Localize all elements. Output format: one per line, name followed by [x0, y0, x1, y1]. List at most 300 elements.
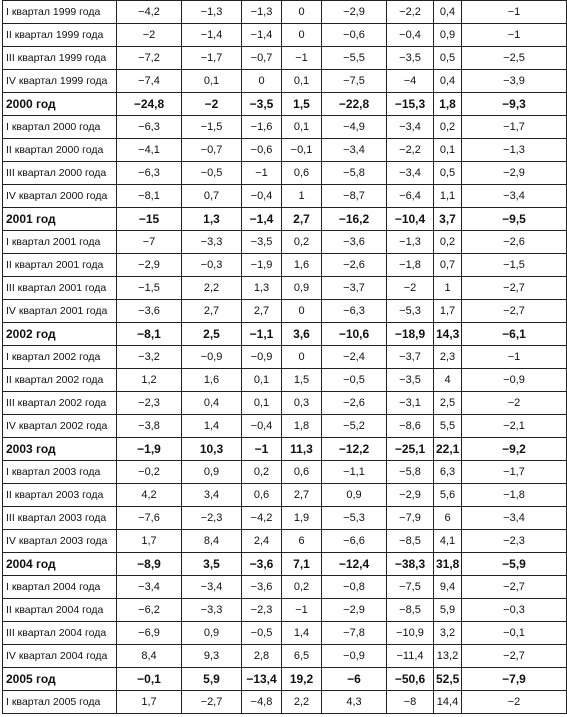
period-label: I квартал 2000 года — [3, 116, 117, 139]
value-cell: −9,2 — [462, 438, 567, 461]
value-cell: −0,5 — [242, 622, 282, 645]
period-label: II квартал 1999 года — [3, 24, 117, 47]
value-cell: −6,3 — [117, 162, 182, 185]
value-cell: −2 — [182, 93, 242, 116]
value-cell: 0,2 — [242, 461, 282, 484]
value-cell: 3,6 — [282, 323, 322, 346]
value-cell: 0,4 — [434, 70, 462, 93]
value-cell: 0,5 — [434, 47, 462, 70]
table-row — [3, 116, 567, 139]
value-cell: 52,5 — [434, 668, 462, 691]
value-cell: −2,9 — [462, 162, 567, 185]
value-cell: −1,4 — [242, 208, 282, 231]
value-cell: −1,5 — [182, 116, 242, 139]
value-cell: −6,6 — [322, 530, 387, 553]
table-row — [3, 277, 567, 300]
value-cell: −6,3 — [117, 116, 182, 139]
value-cell: −7,9 — [462, 668, 567, 691]
period-label: III квартал 2002 года — [3, 392, 117, 415]
value-cell: 2,2 — [182, 277, 242, 300]
value-cell: −2 — [462, 691, 567, 714]
value-cell: −3,8 — [117, 415, 182, 438]
period-label: III квартал 1999 года — [3, 47, 117, 70]
value-cell: −0,9 — [182, 346, 242, 369]
value-cell: −1 — [462, 346, 567, 369]
value-cell: −3,6 — [117, 300, 182, 323]
value-cell: 2,5 — [182, 323, 242, 346]
period-label: 2004 год — [3, 553, 117, 576]
period-label: IV квартал 2003 года — [3, 530, 117, 553]
value-cell: 1,8 — [282, 415, 322, 438]
value-cell: 2,2 — [282, 691, 322, 714]
value-cell: −3,4 — [322, 139, 387, 162]
value-cell: −7,8 — [322, 622, 387, 645]
value-cell: 1,7 — [434, 300, 462, 323]
value-cell: −3,5 — [242, 93, 282, 116]
value-cell: −3,1 — [387, 392, 434, 415]
value-cell: −2,9 — [322, 1, 387, 24]
value-cell: −6,4 — [387, 185, 434, 208]
period-label: IV квартал 2002 года — [3, 415, 117, 438]
value-cell: −15,3 — [387, 93, 434, 116]
value-cell: 0 — [282, 346, 322, 369]
period-label: 2001 год — [3, 208, 117, 231]
value-cell: −4 — [387, 70, 434, 93]
value-cell: −3,3 — [182, 599, 242, 622]
value-cell: 1 — [434, 277, 462, 300]
value-cell: 0,1 — [182, 70, 242, 93]
value-cell: −1,1 — [322, 461, 387, 484]
value-cell: 1,6 — [282, 254, 322, 277]
value-cell: −7,9 — [387, 507, 434, 530]
value-cell: 0,1 — [242, 369, 282, 392]
table-row — [3, 70, 567, 93]
value-cell: −2,7 — [462, 645, 567, 668]
table-row — [3, 530, 567, 553]
value-cell: 1,8 — [434, 93, 462, 116]
value-cell: −3,4 — [462, 185, 567, 208]
value-cell: −0,6 — [322, 24, 387, 47]
value-cell: −10,4 — [387, 208, 434, 231]
table-row — [3, 461, 567, 484]
value-cell: 0,9 — [182, 622, 242, 645]
value-cell: −0,4 — [387, 24, 434, 47]
value-cell: 0,4 — [182, 392, 242, 415]
value-cell: −22,8 — [322, 93, 387, 116]
value-cell: −1,5 — [117, 277, 182, 300]
value-cell: 22,1 — [434, 438, 462, 461]
value-cell: 1 — [282, 185, 322, 208]
value-cell: 4,2 — [117, 484, 182, 507]
value-cell: 1,7 — [117, 530, 182, 553]
value-cell: 2,7 — [242, 300, 282, 323]
value-cell: −1 — [242, 438, 282, 461]
value-cell: −1,5 — [462, 254, 567, 277]
value-cell: 2,5 — [434, 392, 462, 415]
value-cell: −3,5 — [242, 231, 282, 254]
value-cell: 0,6 — [282, 162, 322, 185]
value-cell: −11,4 — [387, 645, 434, 668]
value-cell: 1,3 — [182, 208, 242, 231]
value-cell: 3,2 — [434, 622, 462, 645]
value-cell: −1,9 — [117, 438, 182, 461]
table-row — [3, 346, 567, 369]
value-cell: −3,6 — [322, 231, 387, 254]
table-row — [3, 254, 567, 277]
period-label: III квартал 2000 года — [3, 162, 117, 185]
table-row — [3, 392, 567, 415]
table-row — [3, 162, 567, 185]
value-cell: −0,1 — [282, 139, 322, 162]
value-cell: −4,2 — [117, 1, 182, 24]
table-row — [3, 576, 567, 599]
value-cell: 7,1 — [282, 553, 322, 576]
period-label: II квартал 2001 года — [3, 254, 117, 277]
period-label: 2003 год — [3, 438, 117, 461]
period-label: III квартал 2001 года — [3, 277, 117, 300]
value-cell: −0,4 — [242, 185, 282, 208]
value-cell: −7 — [117, 231, 182, 254]
value-cell: −1,3 — [462, 139, 567, 162]
value-cell: 0,1 — [282, 70, 322, 93]
value-cell: −1,3 — [182, 1, 242, 24]
value-cell: −3,4 — [387, 116, 434, 139]
value-cell: −0,1 — [117, 668, 182, 691]
value-cell: −6,2 — [117, 599, 182, 622]
value-cell: −38,3 — [387, 553, 434, 576]
value-cell: −25,1 — [387, 438, 434, 461]
value-cell: −0,2 — [117, 461, 182, 484]
value-cell: −2 — [117, 24, 182, 47]
year-total-row — [3, 323, 567, 346]
value-cell: −7,5 — [322, 70, 387, 93]
value-cell: −3,7 — [387, 346, 434, 369]
value-cell: −6 — [322, 668, 387, 691]
value-cell: −2,7 — [462, 277, 567, 300]
table-body — [3, 1, 567, 714]
value-cell: 0 — [242, 70, 282, 93]
table-row — [3, 1, 567, 24]
value-cell: 5,5 — [434, 415, 462, 438]
value-cell: −7,2 — [117, 47, 182, 70]
value-cell: 3,4 — [182, 484, 242, 507]
table-row — [3, 369, 567, 392]
value-cell: 6,3 — [434, 461, 462, 484]
value-cell: −1,4 — [182, 24, 242, 47]
value-cell: −2,6 — [462, 231, 567, 254]
value-cell: −1 — [282, 47, 322, 70]
value-cell: −3,6 — [242, 553, 282, 576]
value-cell: 0,2 — [434, 116, 462, 139]
period-label: IV квартал 2004 года — [3, 645, 117, 668]
value-cell: −2,2 — [387, 1, 434, 24]
value-cell: −2,9 — [117, 254, 182, 277]
value-cell: −7,5 — [387, 576, 434, 599]
table-row — [3, 691, 567, 714]
value-cell: −2,3 — [182, 507, 242, 530]
value-cell: −5,8 — [387, 461, 434, 484]
value-cell: 9,4 — [434, 576, 462, 599]
value-cell: −0,9 — [242, 346, 282, 369]
value-cell: −13,4 — [242, 668, 282, 691]
value-cell: −2,9 — [387, 484, 434, 507]
period-label: IV квартал 2001 года — [3, 300, 117, 323]
value-cell: −8,7 — [322, 185, 387, 208]
table-row — [3, 599, 567, 622]
period-label: 2005 год — [3, 668, 117, 691]
value-cell: −8,5 — [387, 530, 434, 553]
value-cell: −2,5 — [462, 47, 567, 70]
value-cell: −1,9 — [242, 254, 282, 277]
value-cell: −2,3 — [242, 599, 282, 622]
value-cell: 5,9 — [182, 668, 242, 691]
table-row — [3, 484, 567, 507]
value-cell: −0,1 — [462, 622, 567, 645]
period-label: I квартал 2005 года — [3, 691, 117, 714]
value-cell: −50,6 — [387, 668, 434, 691]
value-cell: −8,5 — [387, 599, 434, 622]
table-row — [3, 645, 567, 668]
value-cell: −2,3 — [117, 392, 182, 415]
value-cell: −0,8 — [322, 576, 387, 599]
value-cell: −3,2 — [117, 346, 182, 369]
period-label: III квартал 2003 года — [3, 507, 117, 530]
value-cell: −2,9 — [322, 599, 387, 622]
value-cell: −3,6 — [242, 576, 282, 599]
value-cell: −10,9 — [387, 622, 434, 645]
value-cell: 2,8 — [242, 645, 282, 668]
year-total-row — [3, 438, 567, 461]
value-cell: 0,9 — [282, 277, 322, 300]
year-total-row — [3, 93, 567, 116]
value-cell: 1,3 — [242, 277, 282, 300]
value-cell: 1,4 — [182, 415, 242, 438]
value-cell: 9,3 — [182, 645, 242, 668]
value-cell: 3,7 — [434, 208, 462, 231]
value-cell: −6,3 — [322, 300, 387, 323]
value-cell: 0,5 — [434, 162, 462, 185]
table-row — [3, 300, 567, 323]
value-cell: 1,5 — [282, 369, 322, 392]
value-cell: −0,6 — [242, 139, 282, 162]
table-row — [3, 507, 567, 530]
value-cell: −0,3 — [462, 599, 567, 622]
value-cell: −3,4 — [387, 162, 434, 185]
period-label: II квартал 2003 года — [3, 484, 117, 507]
value-cell: −3,3 — [182, 231, 242, 254]
value-cell: 1,9 — [282, 507, 322, 530]
value-cell: 4 — [434, 369, 462, 392]
value-cell: 3,5 — [182, 553, 242, 576]
value-cell: −4,2 — [242, 507, 282, 530]
value-cell: −2,6 — [322, 254, 387, 277]
value-cell: −2,7 — [182, 691, 242, 714]
value-cell: −5,9 — [462, 553, 567, 576]
value-cell: −24,8 — [117, 93, 182, 116]
period-label: I квартал 1999 года — [3, 1, 117, 24]
value-cell: 2,7 — [282, 484, 322, 507]
value-cell: −2,6 — [322, 392, 387, 415]
period-label: I квартал 2004 года — [3, 576, 117, 599]
period-label: IV квартал 1999 года — [3, 70, 117, 93]
table-row — [3, 622, 567, 645]
value-cell: 13,2 — [434, 645, 462, 668]
value-cell: 6 — [434, 507, 462, 530]
value-cell: 10,3 — [182, 438, 242, 461]
value-cell: 1,6 — [182, 369, 242, 392]
value-cell: 14,3 — [434, 323, 462, 346]
value-cell: 0 — [282, 1, 322, 24]
value-cell: 0,4 — [434, 1, 462, 24]
value-cell: 0,7 — [182, 185, 242, 208]
value-cell: −0,7 — [182, 139, 242, 162]
value-cell: −2,7 — [462, 576, 567, 599]
value-cell: −7,4 — [117, 70, 182, 93]
value-cell: −2,3 — [462, 530, 567, 553]
statistics-table — [2, 0, 567, 714]
value-cell: 6 — [282, 530, 322, 553]
value-cell: −1,7 — [182, 47, 242, 70]
value-cell: −4,9 — [322, 116, 387, 139]
value-cell: −8 — [387, 691, 434, 714]
value-cell: 5,6 — [434, 484, 462, 507]
value-cell: −0,5 — [182, 162, 242, 185]
value-cell: −6,9 — [117, 622, 182, 645]
value-cell: 1,7 — [117, 691, 182, 714]
table-row — [3, 185, 567, 208]
value-cell: −12,4 — [322, 553, 387, 576]
value-cell: −1 — [462, 24, 567, 47]
value-cell: −0,3 — [182, 254, 242, 277]
value-cell: 2,7 — [182, 300, 242, 323]
table-row — [3, 415, 567, 438]
period-label: II квартал 2002 года — [3, 369, 117, 392]
value-cell: −1 — [462, 1, 567, 24]
table-row — [3, 47, 567, 70]
value-cell: −3,9 — [462, 70, 567, 93]
value-cell: 0 — [282, 24, 322, 47]
value-cell: −3,4 — [117, 576, 182, 599]
value-cell: 0,7 — [434, 254, 462, 277]
value-cell: 0,6 — [242, 484, 282, 507]
value-cell: 1,2 — [117, 369, 182, 392]
value-cell: −1,4 — [242, 24, 282, 47]
table-row — [3, 231, 567, 254]
value-cell: −5,8 — [322, 162, 387, 185]
value-cell: 0,2 — [282, 576, 322, 599]
value-cell: −1,6 — [242, 116, 282, 139]
period-label: III квартал 2004 года — [3, 622, 117, 645]
year-total-row — [3, 208, 567, 231]
value-cell: −5,2 — [322, 415, 387, 438]
value-cell: −2,7 — [462, 300, 567, 323]
period-label: 2002 год — [3, 323, 117, 346]
value-cell: −1,3 — [242, 1, 282, 24]
value-cell: 4,3 — [322, 691, 387, 714]
table-row — [3, 24, 567, 47]
value-cell: −5,3 — [387, 300, 434, 323]
value-cell: −18,9 — [387, 323, 434, 346]
value-cell: 0 — [282, 300, 322, 323]
value-cell: 19,2 — [282, 668, 322, 691]
value-cell: 14,4 — [434, 691, 462, 714]
period-label: II квартал 2000 года — [3, 139, 117, 162]
value-cell: −1,8 — [387, 254, 434, 277]
period-label: I квартал 2001 года — [3, 231, 117, 254]
period-label: II квартал 2004 года — [3, 599, 117, 622]
value-cell: 6,5 — [282, 645, 322, 668]
value-cell: 5,9 — [434, 599, 462, 622]
value-cell: −0,4 — [242, 415, 282, 438]
value-cell: −0,9 — [322, 645, 387, 668]
table-row — [3, 139, 567, 162]
value-cell: −4,1 — [117, 139, 182, 162]
period-label: IV квартал 2000 года — [3, 185, 117, 208]
value-cell: −1,3 — [387, 231, 434, 254]
value-cell: −8,9 — [117, 553, 182, 576]
value-cell: −0,9 — [462, 369, 567, 392]
period-label: I квартал 2002 года — [3, 346, 117, 369]
value-cell: −1,8 — [462, 484, 567, 507]
value-cell: −1,1 — [242, 323, 282, 346]
period-label: I квартал 2003 года — [3, 461, 117, 484]
value-cell: 0,9 — [182, 461, 242, 484]
value-cell: −8,1 — [117, 323, 182, 346]
value-cell: −2 — [387, 277, 434, 300]
value-cell: −3,5 — [387, 369, 434, 392]
value-cell: −15 — [117, 208, 182, 231]
year-total-row — [3, 553, 567, 576]
value-cell: −5,3 — [322, 507, 387, 530]
value-cell: −1,7 — [462, 461, 567, 484]
value-cell: −2,2 — [387, 139, 434, 162]
value-cell: 0,1 — [434, 139, 462, 162]
value-cell: 0,1 — [282, 116, 322, 139]
value-cell: 1,5 — [282, 93, 322, 116]
value-cell: −8,6 — [387, 415, 434, 438]
value-cell: −16,2 — [322, 208, 387, 231]
value-cell: 8,4 — [117, 645, 182, 668]
value-cell: −2,1 — [462, 415, 567, 438]
value-cell: 0,1 — [242, 392, 282, 415]
value-cell: −1 — [282, 599, 322, 622]
value-cell: 1,1 — [434, 185, 462, 208]
value-cell: 0,2 — [282, 231, 322, 254]
value-cell: −10,6 — [322, 323, 387, 346]
value-cell: 0,9 — [322, 484, 387, 507]
year-total-row — [3, 668, 567, 691]
value-cell: −6,1 — [462, 323, 567, 346]
period-label: 2000 год — [3, 93, 117, 116]
value-cell: 1,4 — [282, 622, 322, 645]
value-cell: 2,4 — [242, 530, 282, 553]
value-cell: −4,8 — [242, 691, 282, 714]
value-cell: −1 — [242, 162, 282, 185]
value-cell: −0,7 — [242, 47, 282, 70]
value-cell: 2,3 — [434, 346, 462, 369]
value-cell: −5,5 — [322, 47, 387, 70]
value-cell: −3,5 — [387, 47, 434, 70]
value-cell: −3,4 — [462, 507, 567, 530]
value-cell: 4,1 — [434, 530, 462, 553]
value-cell: −3,7 — [322, 277, 387, 300]
value-cell: 11,3 — [282, 438, 322, 461]
value-cell: 0,9 — [434, 24, 462, 47]
value-cell: −2 — [462, 392, 567, 415]
value-cell: 31,8 — [434, 553, 462, 576]
value-cell: −1,7 — [462, 116, 567, 139]
value-cell: −9,3 — [462, 93, 567, 116]
